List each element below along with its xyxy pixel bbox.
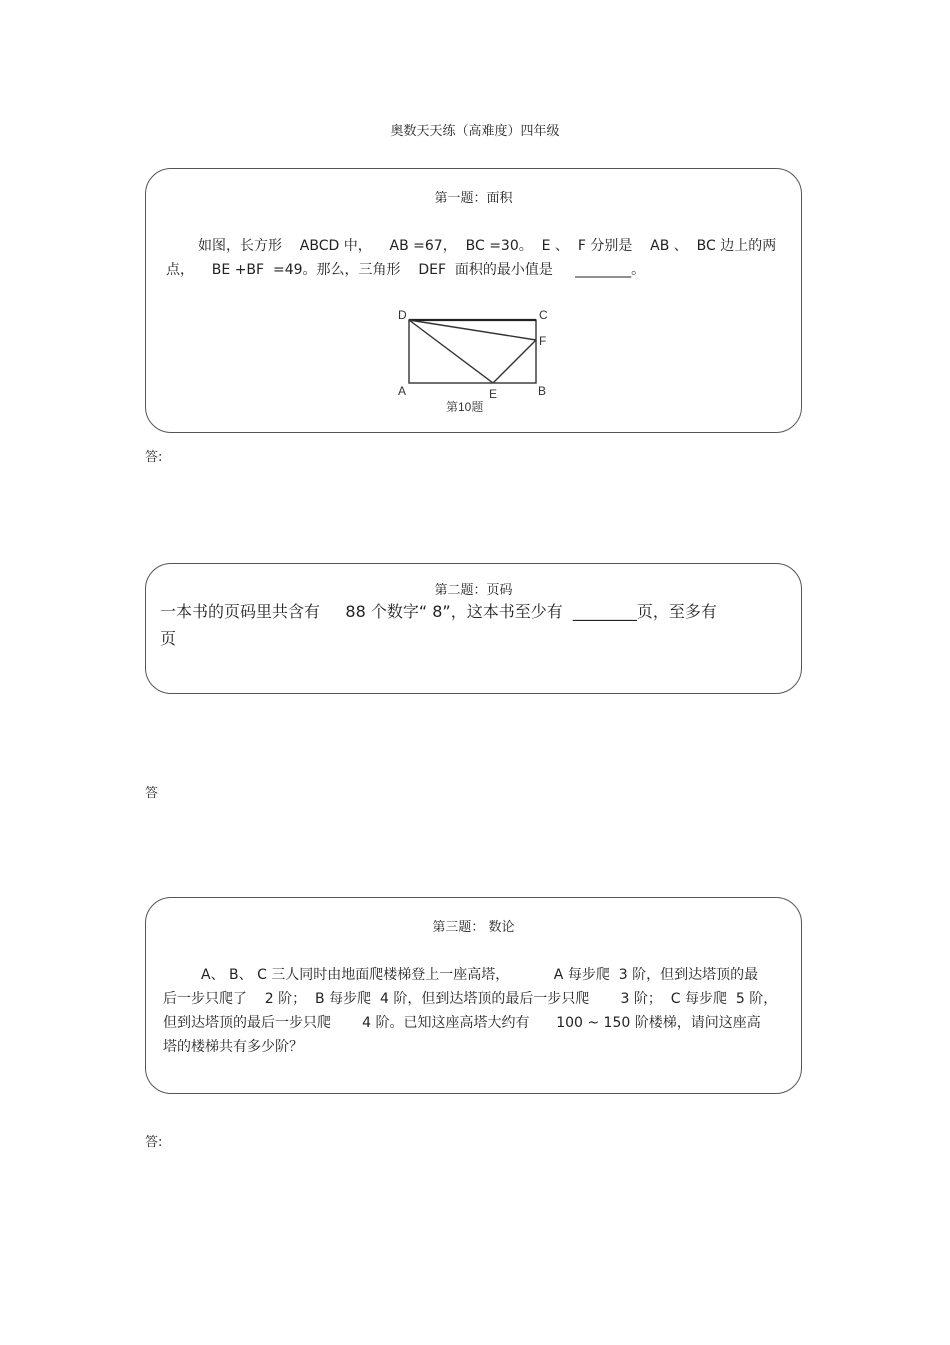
question-3-line-1: A、 B、 C 三人同时由地面爬楼梯登上一座高塔， A 每步爬 3 阶，但到达塔顶的最: [201, 967, 759, 983]
question-2-title: 第二题：页码: [434, 583, 513, 598]
question-2-box: [145, 563, 802, 694]
answer-1-label: 答:: [145, 450, 163, 465]
segment-ef: [493, 340, 536, 383]
label-d: D: [398, 308, 407, 322]
label-c: C: [539, 308, 548, 322]
question-3-line-2: 后一步只爬了 2 阶； B 每步爬 4 阶，但到达塔顶的最后一步只爬 3 阶； C 每步爬 5 阶，: [163, 991, 778, 1007]
rectangle-figure: [390, 300, 560, 420]
question-1-line-1: 如图，长方形 ABCD 中， AB =67， BC =30。 E 、 F 分别是 AB 、 BC 边上的两: [198, 238, 777, 254]
answer-3-label: 答:: [145, 1135, 163, 1150]
label-f: F: [539, 334, 547, 348]
question-1-line-2: 点， BE +BF =49。那么，三角形 DEF 面积的最小值是 ________。: [166, 262, 646, 278]
question-3-line-4: 塔的楼梯共有多少阶？: [163, 1039, 303, 1055]
label-a: A: [398, 384, 407, 398]
question-3-line-3: 但到达塔顶的最后一步只爬 4 阶。已知这座高塔大约有 100 ~ 150 阶楼梯，请问这座高: [163, 1015, 761, 1031]
document-title: 奥数天天练（高难度）四年级: [390, 124, 560, 139]
question-3-text: [163, 963, 777, 1059]
question-2-line-1: 一本书的页码里共含有 88 个数字“ 8”，这本书至少有 ________页，至多有: [160, 602, 717, 621]
segment-df: [409, 320, 536, 340]
label-e: E: [489, 387, 498, 401]
answer-2-label: 答: [145, 786, 159, 801]
label-b: B: [538, 384, 547, 398]
segment-de: [409, 320, 493, 383]
question-2-text: [160, 598, 717, 652]
question-1-text: [166, 234, 776, 282]
question-3-box: [145, 897, 802, 1094]
question-2-line-2: 页: [160, 629, 177, 648]
question-3-title: 第三题： 数论: [432, 920, 515, 935]
question-1-title: 第一题：面积: [434, 191, 513, 206]
figure-caption: 第10题: [446, 400, 484, 414]
